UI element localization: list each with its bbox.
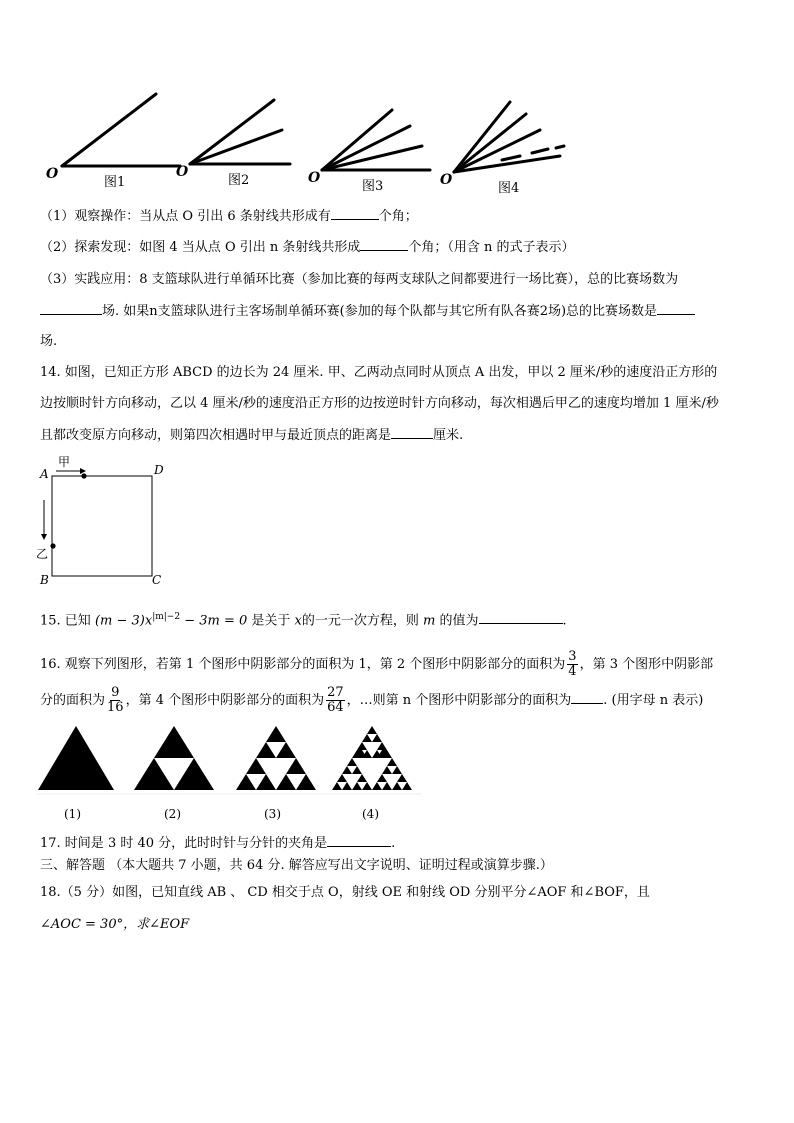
q13-part2-text-a: （2）探索发现：如图 4 当从点 O 引出 n 条射线共形成 [40, 240, 361, 255]
q14-line3 [40, 426, 463, 445]
sierpinski-stage-4 [332, 726, 412, 790]
q16-frac2-den: 16 [107, 700, 124, 715]
q16-frac1-den: 4 [568, 664, 577, 679]
q15-mid: 是关于 [251, 613, 291, 629]
jia-arrowhead [80, 468, 86, 474]
q18-line1 [40, 884, 650, 902]
sierpinski-stage-3 [236, 726, 316, 790]
q13-part3-blank-1[interactable] [40, 302, 102, 315]
figure-1-origin: O [46, 166, 59, 182]
sierpinski-stage-2 [134, 726, 214, 790]
yi-point [50, 543, 55, 548]
q17-line [40, 834, 395, 853]
square-abcd-figure [34, 454, 174, 590]
q16-frac2-num: 9 [111, 685, 120, 700]
q15-var-x: x [294, 613, 302, 629]
q17-text-a: 17. 时间是 3 时 40 分，此时时针与分针的夹角是 [40, 836, 328, 851]
ray-angle-figures [30, 86, 590, 196]
figure-3-caption: 图3 [362, 179, 384, 194]
q13-part2-text-b: 个角；（用含 n 的式子表示） [408, 240, 575, 255]
q15-blank[interactable] [479, 611, 563, 624]
yi-label: 乙 [36, 547, 49, 561]
jia-point [81, 473, 86, 478]
q18-line2 [40, 916, 189, 934]
q15-expr-a: (m − 3)x [94, 613, 153, 629]
q16-blank[interactable] [571, 691, 603, 704]
q16-text-2d: . (用字母 n 表示) [603, 693, 704, 708]
q14-text-2: 边按顺时针方向移动，乙以 4 厘米/秒的速度沿正方形的边按逆时针方向移动，每次相遇后甲乙的速度均增加 1 厘米/秒 [40, 396, 719, 411]
q14-text-1: 14. 如图，已知正方形 ABCD 的边长为 24 厘米. 甲、乙两动点同时从顶点 A 出发，甲以 2 厘米/秒的速度沿正方形的 [40, 365, 718, 380]
q16-frac3-num: 27 [327, 685, 344, 700]
figure-4-caption: 图4 [498, 181, 520, 196]
q14-text-3a: 且都改变原方向移动，则第四次相遇时甲与最近顶点的距离是 [40, 428, 392, 443]
q18-text-1: 18.（5 分）如图，已知直线 AB 、 CD 相交于点 O，射线 OE 和射线 OD 分别平分∠AOF 和∠BOF，且 [40, 885, 650, 900]
q13-part2 [40, 238, 575, 257]
q15-prefix: 15. 已知 [40, 613, 91, 629]
jia-label: 甲 [58, 455, 71, 469]
sierpinski-figures [36, 722, 426, 826]
q14-line1 [40, 364, 717, 382]
figure-3-rays [322, 110, 430, 170]
square-abcd [52, 476, 152, 576]
vertex-a-label: A [40, 467, 49, 481]
q14-text-3b: 厘米. [433, 428, 464, 443]
section-3-heading [40, 857, 553, 875]
q13-part3-line3 [40, 333, 57, 351]
q17-blank[interactable] [327, 834, 391, 847]
q13-part1 [40, 207, 418, 226]
q15-end: . [562, 613, 567, 629]
vertex-b-label: B [40, 573, 49, 587]
q16-text-2b: ，第 4 个图形中阴影部分的面积为 [125, 693, 325, 708]
q16-text-1a: 16. 观察下列图形，若第 1 个图形中阴影部分的面积为 1，第 2 个图形中阴影部分的面积为 [40, 657, 566, 672]
q16-frac3-den: 64 [327, 700, 344, 715]
q15-exponent: |m|−2 [152, 612, 181, 622]
q13-part3-blank-2[interactable] [657, 302, 695, 315]
sierpinski-caption-2: (2) [164, 807, 181, 821]
q16-fraction-9-16 [107, 686, 124, 715]
q15-expr-b: − 3m = 0 [180, 613, 248, 629]
figure-2-origin: O [176, 164, 189, 180]
q16-text-2a: 分的面积为 [40, 693, 106, 708]
q16-text-2c: ，…则第 n 个图形中阴影部分的面积为 [346, 693, 572, 708]
q16-line2 [40, 684, 703, 718]
vertex-c-label: C [152, 573, 162, 587]
q15-var-m: m [423, 613, 436, 629]
sierpinski-stage-1 [38, 726, 114, 790]
q16-fraction-27-64 [326, 686, 345, 715]
q13-part1-text-b: 个角； [378, 209, 418, 224]
q18-text-2: ∠AOC = 30°，求∠EOF [40, 917, 190, 932]
figure-4-rays [454, 102, 564, 172]
figure-1-rays [62, 94, 180, 166]
q16-line1 [40, 648, 713, 682]
q16-text-1b: ，第 3 个图形中阴影部 [579, 657, 714, 672]
figure-2-rays [190, 100, 290, 164]
q17-text-b: . [391, 836, 396, 851]
q13-part3-line1 [40, 271, 678, 289]
q13-part1-text-a: （1）观察操作：当从点 O 引出 6 条射线共形成有 [40, 209, 331, 224]
q16-frac1-num: 3 [568, 649, 577, 664]
q15-line [40, 608, 567, 630]
yi-arrowhead [41, 534, 47, 540]
q14-line2 [40, 395, 719, 413]
q13-part3-line2 [40, 302, 695, 321]
q14-blank[interactable] [391, 426, 433, 439]
figure-3-origin: O [308, 170, 321, 186]
figure-2-caption: 图2 [228, 173, 250, 188]
q13-part3-text-a: （3）实践应用：8 支篮球队进行单循环比赛（参加比赛的每两支球队之间都要进行一场比赛），总的比赛场数为 [40, 272, 679, 287]
q13-part1-blank[interactable] [331, 207, 379, 220]
q16-fraction-3-4 [567, 650, 577, 679]
sierpinski-caption-3: (3) [264, 807, 281, 821]
q15-suffix: 的值为 [439, 613, 479, 629]
figure-4-origin: O [440, 172, 453, 188]
sierpinski-caption-4: (4) [362, 807, 379, 821]
figure-1-caption: 图1 [104, 175, 126, 190]
q13-part3-text-c: 场. [40, 334, 58, 349]
q13-part2-blank[interactable] [360, 238, 408, 251]
section-3-heading-text: 三、解答题 （本大题共 7 小题，共 64 分. 解答应写出文字说明、证明过程或演算步骤.） [40, 858, 553, 873]
q13-part3-text-b: 场. 如果n支篮球队进行主客场制单循环赛(参加的每个队都与其它所有队各赛2场)总的比赛场数是 [102, 304, 658, 319]
q15-mid2: 的一元一次方程，则 [301, 613, 419, 629]
vertex-d-label: D [154, 463, 164, 477]
sierpinski-caption-1: (1) [64, 807, 81, 821]
